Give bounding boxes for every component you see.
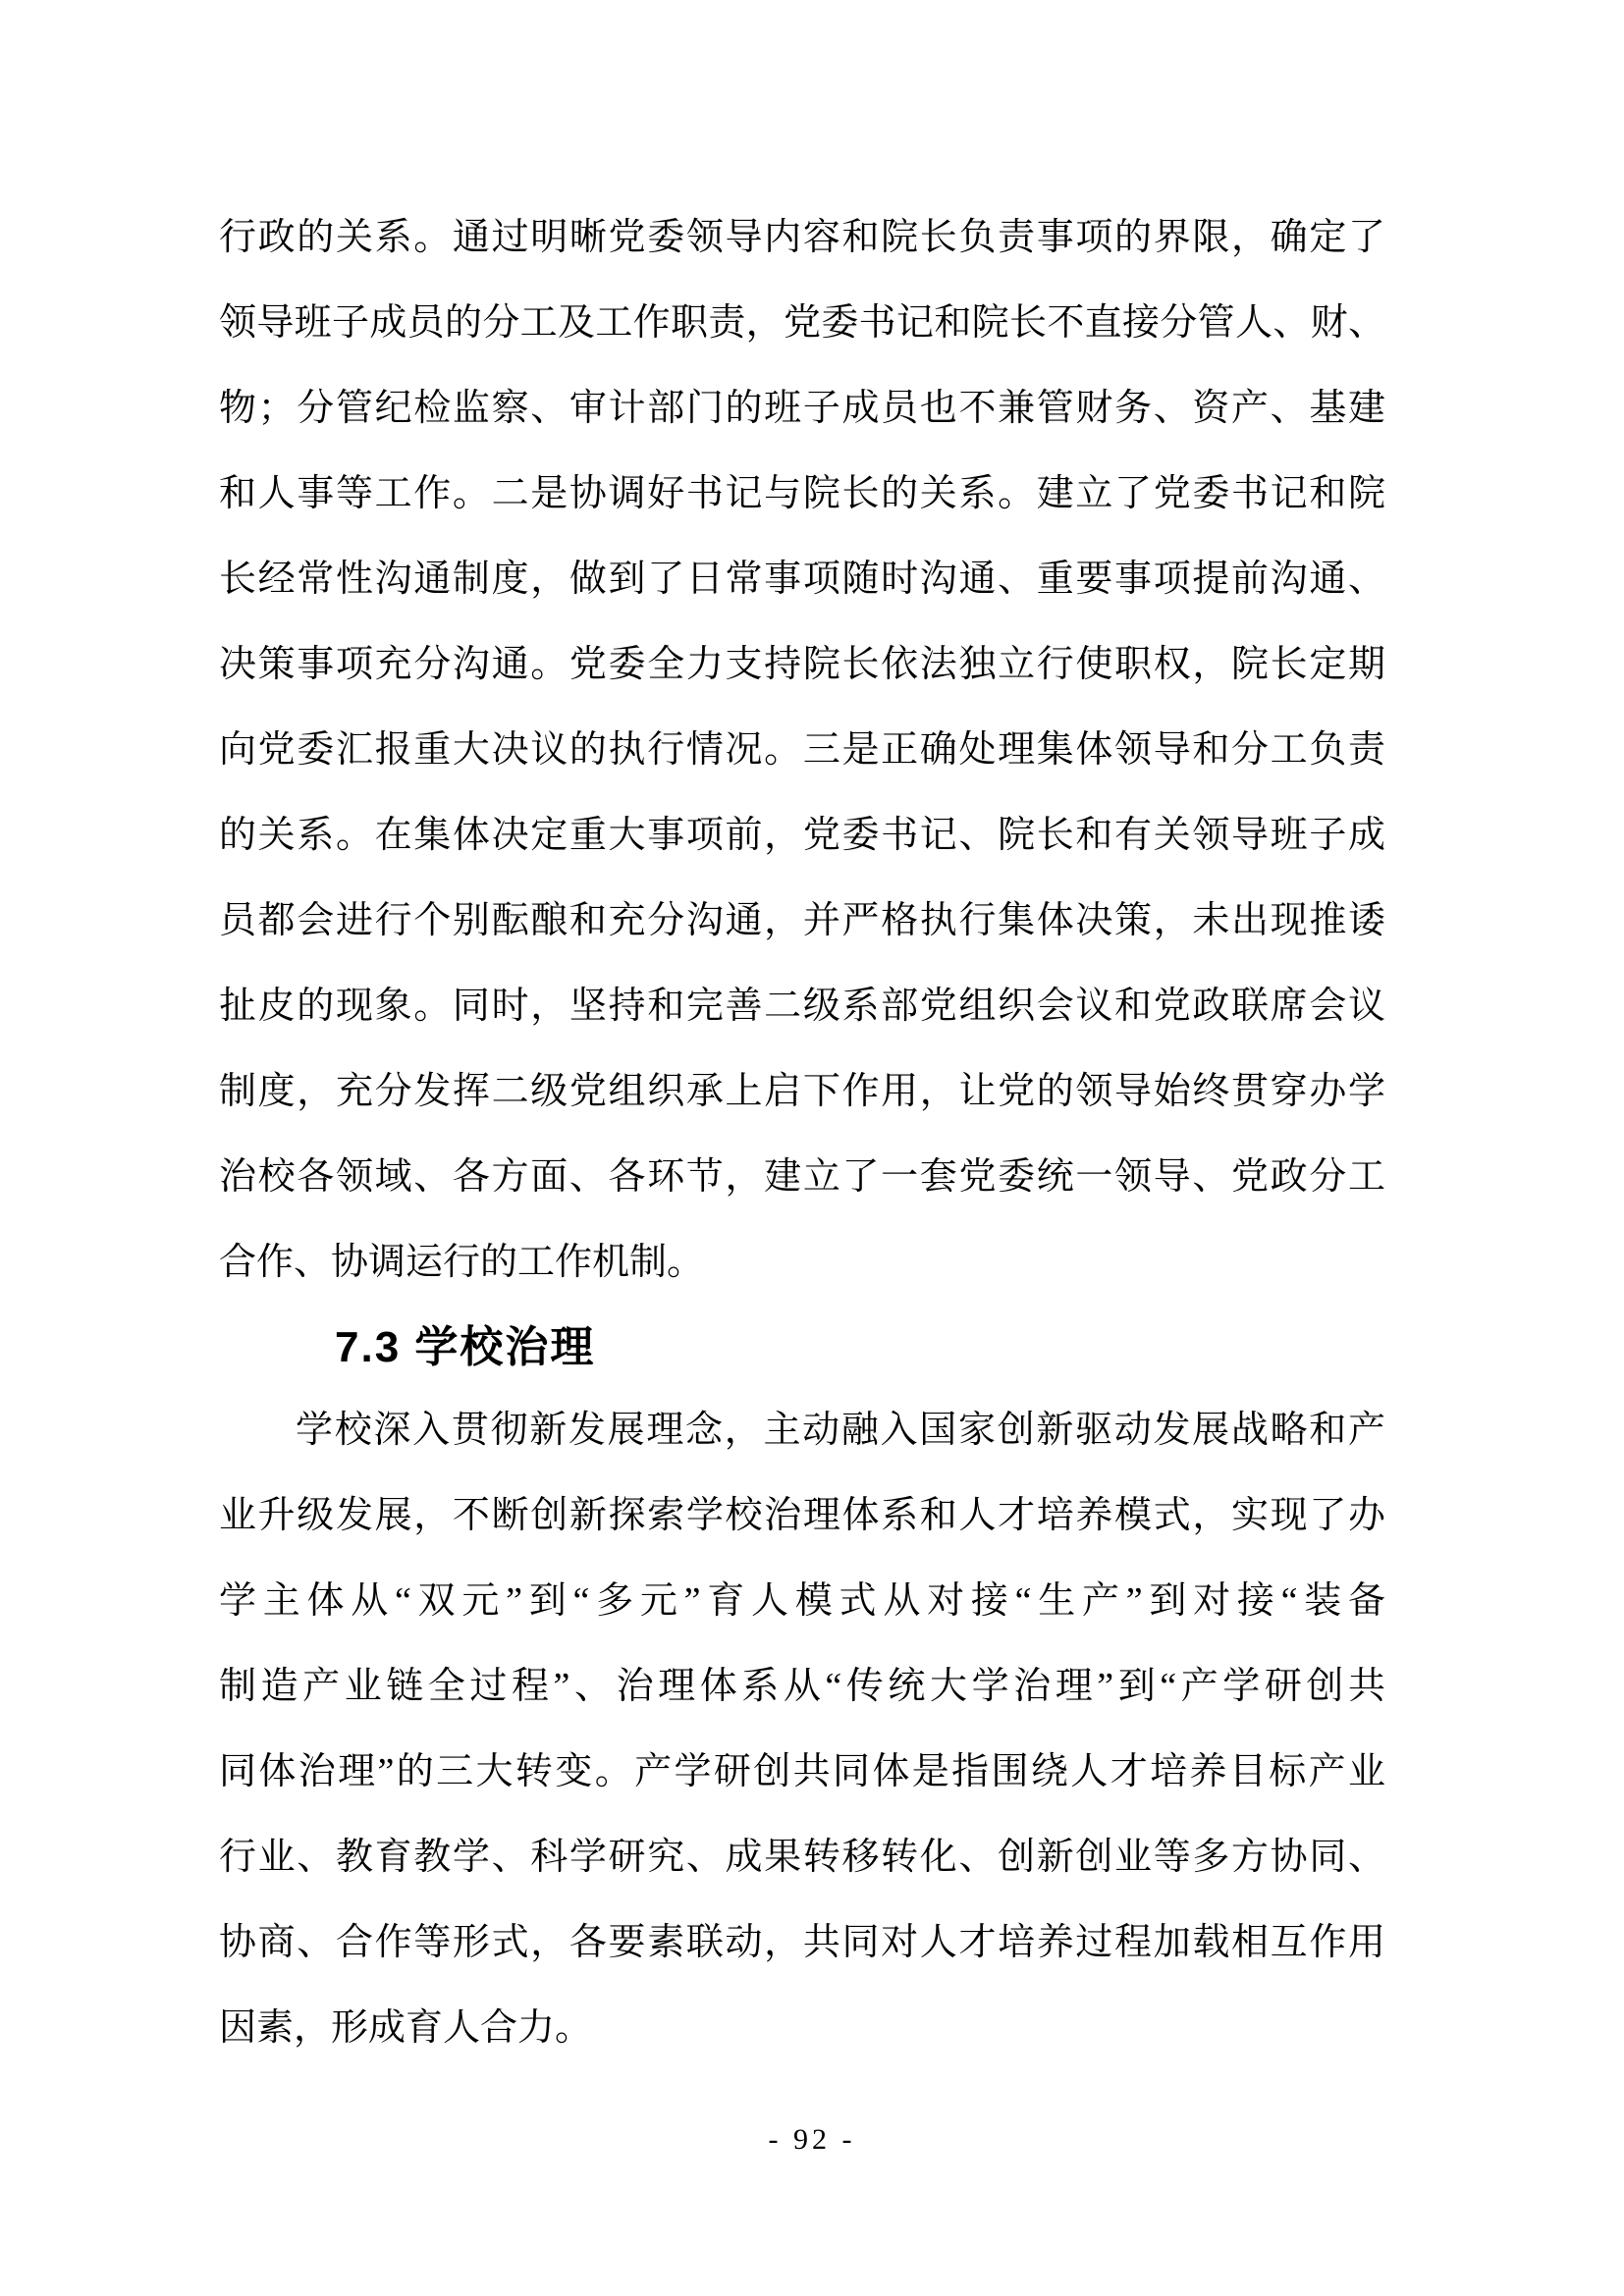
- text-line: 学校深入贯彻新发展理念，主动融入国家创新驱动发展战略和产: [296, 1410, 1385, 1451]
- page-number: - 92 -: [768, 2123, 856, 2156]
- text-line: 员都会进行个别酝酿和充分沟通，并严格执行集体决策，未出现推诿: [219, 900, 1385, 941]
- text-line: 协商、合作等形式，各要素联动，共同对人才培养过程加载相互作用: [219, 1922, 1385, 1963]
- text-line: 领导班子成员的分工及工作职责，党委书记和院长不直接分管人、财、: [219, 302, 1385, 344]
- text-line: 同体治理”的三大转变。产学研创共同体是指围绕人才培养目标产业: [219, 1751, 1385, 1792]
- text-line: 决策事项充分沟通。党委全力支持院长依法独立行使职权，院长定期: [219, 644, 1385, 685]
- text-line: 长经常性沟通制度，做到了日常事项随时沟通、重要事项提前沟通、: [219, 559, 1385, 600]
- text-line: 的关系。在集体决定重大事项前，党委书记、院长和有关领导班子成: [219, 815, 1385, 856]
- text-line: 业升级发展，不断创新探索学校治理体系和人才培养模式，实现了办: [219, 1495, 1385, 1536]
- text-line: 物；分管纪检监察、审计部门的班子成员也不兼管财务、资产、基建: [219, 388, 1385, 429]
- text-line: 合作、协调运行的工作机制。: [219, 1242, 705, 1283]
- text-line: 行政的关系。通过明晰党委领导内容和院长负责事项的界限，确定了: [219, 217, 1385, 258]
- text-line: 扯皮的现象。同时，坚持和完善二级系部党组织会议和党政联席会议: [219, 986, 1385, 1027]
- text-line: 向党委汇报重大决议的执行情况。三是正确处理集体领导和分工负责: [219, 729, 1385, 771]
- section-heading-7-3: 7.3 学校治理: [335, 1323, 596, 1371]
- text-line: 治校各领域、各方面、各环节，建立了一套党委统一领导、党政分工: [219, 1156, 1385, 1198]
- paragraph-party-administration: [219, 195, 1385, 1306]
- text-line: 制度，充分发挥二级党组织承上启下作用，让党的领导始终贯穿办学: [219, 1071, 1385, 1112]
- text-line: 因素，形成育人合力。: [219, 2007, 593, 2049]
- text-line: 制造产业链全过程”、治理体系从“传统大学治理”到“产学研创共: [219, 1666, 1385, 1707]
- text-line: 和人事等工作。二是协调好书记与院长的关系。建立了党委书记和院: [219, 473, 1385, 514]
- text-line: 行业、教育教学、科学研究、成果转移转化、创新创业等多方协同、: [219, 1837, 1385, 1878]
- text-line: 学主体从“双元”到“多元”育人模式从对接“生产”到对接“装备: [219, 1580, 1385, 1622]
- paragraph-school-governance: [219, 1388, 1385, 2071]
- body-text-block: [219, 195, 1385, 2071]
